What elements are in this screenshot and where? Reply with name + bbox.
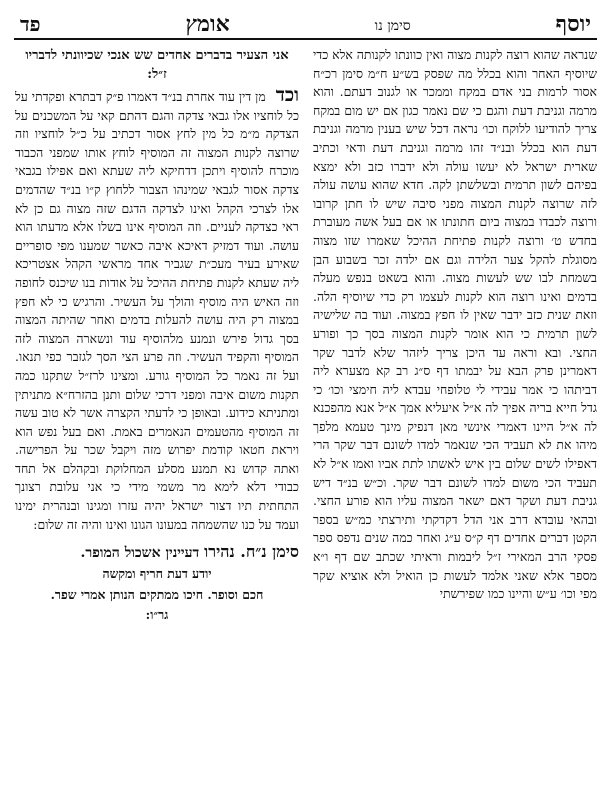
closing-line: גר״ו: (145, 607, 169, 623)
text-columns (14, 46, 597, 798)
paragraph-body: מן דין עוד אחרת בנ״ד דאמרו פ״ק דבתרא ופקדתי על כל לוחציו אלו גבאי צדקה והגם דהתם קאי על המשכנים על הצדקה מ״מ כל מין לחץ אסור דכתיב על כ״ל לוחציו וזה שרוצה לקנות המצוה זה המוסיף לוחץ אותו שמפני הכבוד מוכרח להוסיף ויתכן דדחיקא ליה שעתא ואם אפילו בגבאי צדקה אסור לגבאי שמינהו הצבור ללחוץ ק״ו בנ״ד שהדמים אלו לצרכי הקהל ואינו לצדקה הדגם שזה מצוה גם כן לא ראי כצדקה לעניים. וזה המוסיף אינו בשלו אלא מדעתו הוא עושה. ועוד דמזיק דאיכא איבה כאשר שמענו מפי סופריים שאירע בעיר מעכ״ת שגביר אחד מראשי הקהל אצטריכא ליה שעתא לקנות פתיחת ההיכל על אודות בנו שיכנס לחופה וזה האיש היה מוסיף והולך על העשיר. והרגיש כי לא חפץ במצוה רק היה עושה להעלות בדמים ואחר שהיתה המצוה בסך גדול פירש ונמנע מלהוסיף עוד ונשארה המצוה לזה המוסיף והקפיד העשיר. וזה פרע הצי הסך לגזבר כפי תנאו. ועל זה נאמר כל המוסיף גורע. ומצינו לרז״ל שתקנו כמה תקנות משום איבה ומפני דרכי שלום ותנן בהזרח״א מתניתין ומתניתא כידוע. ובאופן כי לדעתי הקצרה אשר לא טוב עשה זה המוסיף מהטעמים הנאמרים באמת. ואם בעל נפש הוא ויראת חטאו קודמת יפרוש מזה ויקבל שכר על הפרישה. ואתה קדוש נא תמנע מסלע המחלוקת ובקהלם אל תחד כבודי דלא לימא מר משמי מידי כי אני עלובת רצונך התחתית תיו דצור ישראל יהיה עזרו ומגינו ובנהרית ימינו ועמד על כנו שהשמחה במעונו הגונו ואינו והיה זה שלום: (15, 89, 299, 532)
book-title: אומץ (185, 11, 230, 37)
running-title: יוסף (555, 11, 591, 37)
lead-word: וכד (275, 84, 299, 106)
siman-heading-rest: דעיינין אשכול המופר. (80, 545, 200, 562)
page-header (14, 6, 597, 40)
siman-label: סימן נו (374, 18, 411, 34)
closing-line: חכם וסופר. חיכו ממתקים הנותן אמרי שפר. (50, 586, 264, 602)
section-heading: אני הצעיר בדברים אחדים שש אנכי שכיוונתי לדבריו ז״ל: (25, 48, 289, 82)
left-column (15, 46, 299, 798)
right-column (313, 46, 597, 798)
siman-heading (15, 542, 299, 563)
siman-number: סימן נ״ח. נהירו (204, 542, 299, 562)
left-column-paragraph (15, 86, 299, 534)
right-column-paragraph: שנראה שהוא רוצה לקנות מצוה ואין כוונתו לקנותה אלא כדי שיוסיף האחר והוא בכלל מה שפסק בש״ע ח״מ סימן רכ״ח אסור לרמות בני אדם במקח וממכר או לגנוב דעתם. והוא מרמה וגניבת דעת והגם כי שם נאמר כגון אם יש מום במקח צריך להודיעו ללוקח וכו׳ נראה דכל שיש בענין מרמה וגניבת דעת הוא בכלל ובנ״ד זהו מרמה וגניבת דעת ודאי וכתיב שארית ישראל לא יעשו עולה ולא ידברו כזב ולא ימצא בפיהם לשון תרמית ובשלשתן לקה. חדא שהוא עושה עולה לזה שרוצה לקנות המצוה מפני סיבה שיש לו חתן קרובו ורוצה לכבדו במצוה ביום חתונתו או אם בעל אשה מעוברת בחדש ט׳ ורוצה לקנות פתיחת ההיכל שאמרו שזו מצוה מסוגלת להקל צער הלידה וגם אם ילדה זכר בשבוע הבן בשמחת לבו שש לעשות מצוה. והוא בשאט בנפש מעלה בדמים ואינו רוצה הוא לקנות לעצמו רק כדי שיוסיף הלה. וזאת שנית כזב ידבר שאין לו חפץ במצוה. ועוד בה שלישיה לשון תרמית כי הוא אומר לקנות המצוה בסך כך ופורע החצי. ובא וראה עד היכן צריך ליזהר שלא לדבר שקר דאמרינן פרק הבא על יבמתו דף ס״ג רב קא מצערא ליה דביתהו כי אמר עבידי לי טלופחי עבדא ליה חימצי וכו׳ כי גדל חייא בריה אפיך לה א״ל איעליא אמך א״ל אנא מהפכנא לה א״ל היינו דאמרי אינשי מאן דנפיק מינך טעמא מלפך מיהו את לא תעביד הכי שנאמר למדו לשונם דבר שקר הרי דאפילו לשים שלום בין איש לאשתו לתת אביו ואמו א״ל לא תעביד הכי משום למדו לשונם דבר שקר. וכ״ש בנ״ד דיש גניבת דעת ושקר דאם ישאר המצוה עליו הוא פורע החצי. ובהאי עובדא דרב אני הדל דקדקתי ותירצתי כמ״ש בספר הקטן דברים אחדים דף ק״ס ע״ג ואחר כמה שנים נדפס ספר פסקי הרב המאירי ז״ל ליבמות וראיתי שכתב שם דף ו״א מספר אלא שאני אלמד לעשות כן הואיל ולא אוציא שקר מפי וכו׳ ע״ש והיינו כמו שפירשתי (313, 47, 597, 602)
page-number: פד (20, 12, 41, 36)
closing-line: יודע דעת חריף ומקשה (102, 566, 212, 582)
